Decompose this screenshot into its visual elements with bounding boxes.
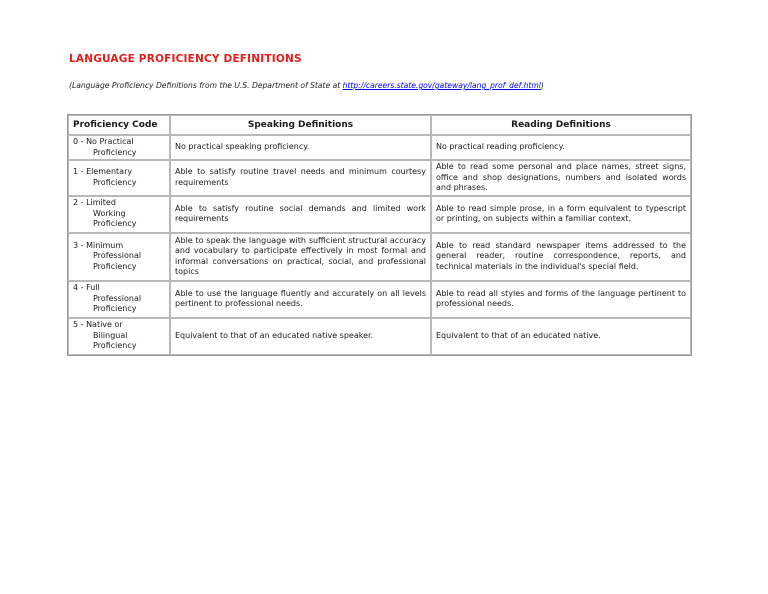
proficiency-code-cell — [68, 318, 170, 355]
proficiency-code-cell — [68, 160, 170, 196]
reading-definition: Able to read all styles and forms of the language pertinent to professional needs. — [431, 281, 691, 318]
table-row — [68, 318, 691, 355]
speaking-definition: No practical speaking proficiency. — [170, 135, 431, 160]
table-row — [68, 160, 691, 196]
code-name: Proficiency — [93, 177, 137, 187]
code-name: Proficiency — [93, 147, 137, 157]
reading-definition: Able to read standard newspaper items addressed to the general reader, routine correspondence, reports, and technical materials in the individual's special field. — [431, 233, 691, 281]
table-row — [68, 196, 691, 233]
speaking-definition: Able to satisfy routine travel needs and minimum courtesy requirements — [170, 160, 431, 196]
header-speaking: Speaking Definitions — [170, 115, 431, 135]
header-reading: Reading Definitions — [431, 115, 691, 135]
header-proficiency-code: Proficiency Code — [68, 115, 170, 135]
table-row — [68, 135, 691, 160]
reading-definition: No practical reading proficiency. — [431, 135, 691, 160]
code-level: 2 - Limited — [73, 198, 116, 208]
source-link[interactable]: http://careers.state.gov/gateway/lang_prof_def.html — [342, 81, 541, 90]
code-name: Professional Proficiency — [93, 293, 142, 314]
proficiency-code-cell — [68, 233, 170, 281]
code-name: Professional Proficiency — [93, 251, 142, 271]
code-level: 5 - Native or — [73, 320, 123, 330]
code-level: 3 - Minimum — [73, 240, 124, 250]
code-name: Working Proficiency — [93, 208, 137, 229]
speaking-definition: Able to speak the language with sufficient structural accuracy and vocabulary to participate effectively in most formal and informal conversations on practical, social, and professional topics — [170, 233, 431, 281]
source-note — [69, 81, 544, 90]
proficiency-table — [67, 114, 692, 356]
table-header-row — [68, 115, 691, 135]
page-title: LANGUAGE PROFICIENCY DEFINITIONS — [69, 53, 302, 65]
table-row — [68, 281, 691, 318]
speaking-definition: Able to use the language fluently and accurately on all levels pertinent to professional needs. — [170, 281, 431, 318]
code-level: 0 - No Practical — [73, 137, 134, 146]
code-level: 1 - Elementary — [73, 167, 133, 177]
reading-definition: Able to read simple prose, in a form equivalent to typescript or printing, on subjects within a familiar context. — [431, 196, 691, 233]
speaking-definition: Equivalent to that of an educated native speaker. — [170, 318, 431, 355]
proficiency-code-cell — [68, 281, 170, 318]
code-level: 4 - Full — [73, 283, 100, 293]
code-name: Bilingual Proficiency — [93, 330, 137, 351]
reading-definition: Equivalent to that of an educated native. — [431, 318, 691, 355]
table-row — [68, 233, 691, 281]
proficiency-code-cell — [68, 135, 170, 160]
speaking-definition: Able to satisfy routine social demands and limited work requirements — [170, 196, 431, 233]
source-suffix: ) — [540, 81, 544, 90]
proficiency-code-cell — [68, 196, 170, 233]
source-prefix: (Language Proficiency Definitions from the U.S. Department of State at — [69, 81, 343, 90]
reading-definition: Able to read some personal and place names, street signs, office and shop designations, numbers and isolated words and phrases. — [431, 160, 691, 196]
